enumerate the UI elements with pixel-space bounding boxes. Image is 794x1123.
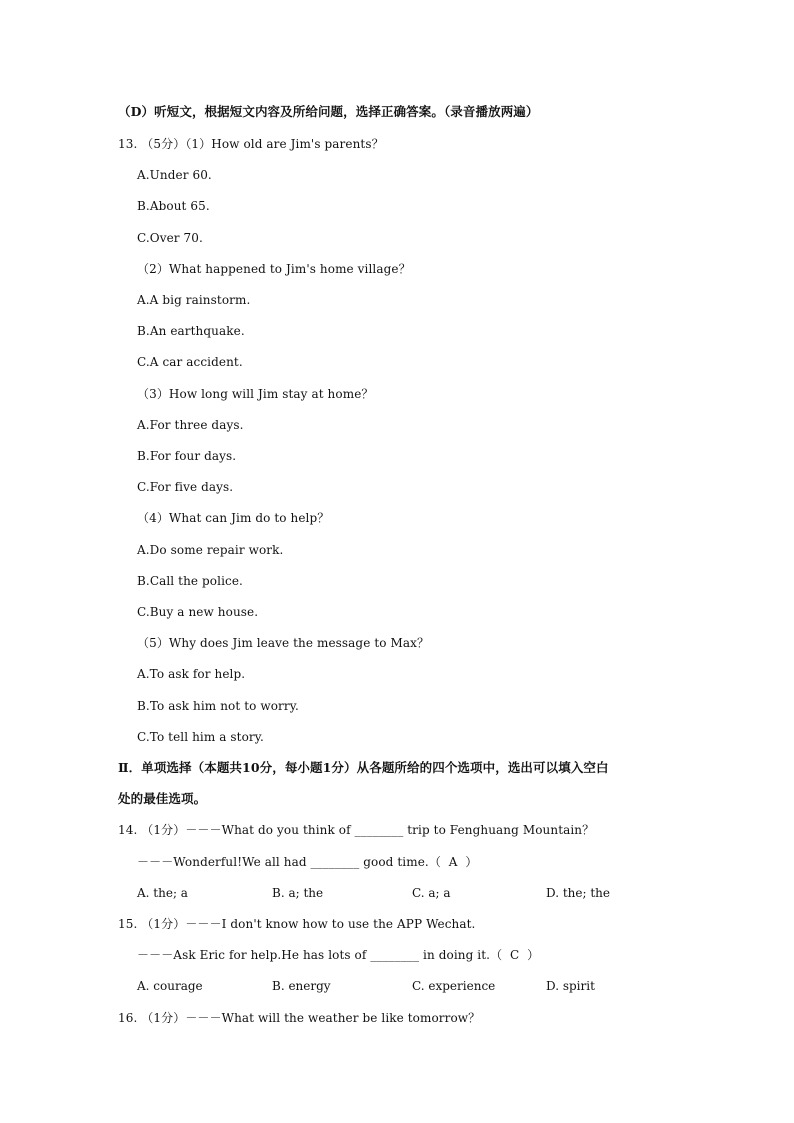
q13-5-option-c: C.To tell him a story. (137, 730, 264, 744)
question-15-stem: 15. （1分）－－－I don't know how to use the APP Wechat. (118, 917, 476, 931)
q13-3-question: （3）How long will Jim stay at home？ (137, 387, 374, 401)
q13-2-option-a: A.A big rainstorm. (137, 293, 251, 307)
question-15-reply: －－－Ask Eric for help.He has lots of ________ in doing it.（ C ） (137, 948, 540, 962)
question-14-option-b: B. a; the (272, 886, 324, 900)
question-15-option-c: C. experience (412, 979, 496, 993)
q13-3-option-c: C.For five days. (137, 480, 234, 494)
question-15-option-b: B. energy (272, 979, 331, 993)
q13-1-option-c: C.Over 70. (137, 231, 203, 245)
q13-4-option-a: A.Do some repair work. (137, 543, 284, 557)
question-13-stem: 13. （5分）（1）How old are Jim's parents？ (118, 137, 384, 151)
question-15-option-d: D. spirit (546, 979, 595, 993)
q13-4-question: （4）What can Jim do to help？ (137, 511, 330, 525)
section-ii-heading: Ⅱ．单项选择（本题共10分，每小题1分）从各题所给的四个选项中，选出可以填入空白 (118, 760, 609, 775)
q13-4-option-b: B.Call the police. (137, 574, 243, 588)
q13-1-option-a: A.Under 60. (137, 168, 212, 182)
question-14-option-c: C. a; a (412, 886, 451, 900)
q13-5-option-a: A.To ask for help. (137, 667, 246, 681)
question-16-stem: 16. （1分）－－－What will the weather be like tomorrow？ (118, 1011, 481, 1025)
section-ii-heading-continued: 处的最佳选项。 (118, 791, 207, 806)
question-15-option-a: A. courage (137, 979, 203, 993)
q13-2-question: （2）What happened to Jim's home village？ (137, 262, 411, 276)
q13-2-option-c: C.A car accident. (137, 355, 243, 369)
q13-2-option-b: B.An earthquake. (137, 324, 245, 338)
question-14-stem: 14. （1分）－－－What do you think of ________ trip to Fenghuang Mountain？ (118, 823, 595, 837)
q13-5-option-b: B.To ask him not to worry. (137, 699, 299, 713)
section-d-heading: （D）听短文，根据短文内容及所给问题，选择正确答案。（录音播放两遍） (118, 104, 539, 119)
question-14-reply: －－－Wonderful!We all had ________ good time.（ A ） (137, 855, 478, 869)
q13-5-question: （5）Why does Jim leave the message to Max？ (137, 636, 430, 650)
q13-4-option-c: C.Buy a new house. (137, 605, 259, 619)
q13-3-option-a: A.For three days. (137, 418, 244, 432)
q13-3-option-b: B.For four days. (137, 449, 237, 463)
question-14-option-a: A. the; a (137, 886, 188, 900)
question-14-option-d: D. the; the (546, 886, 610, 900)
q13-1-option-b: B.About 65. (137, 199, 210, 213)
